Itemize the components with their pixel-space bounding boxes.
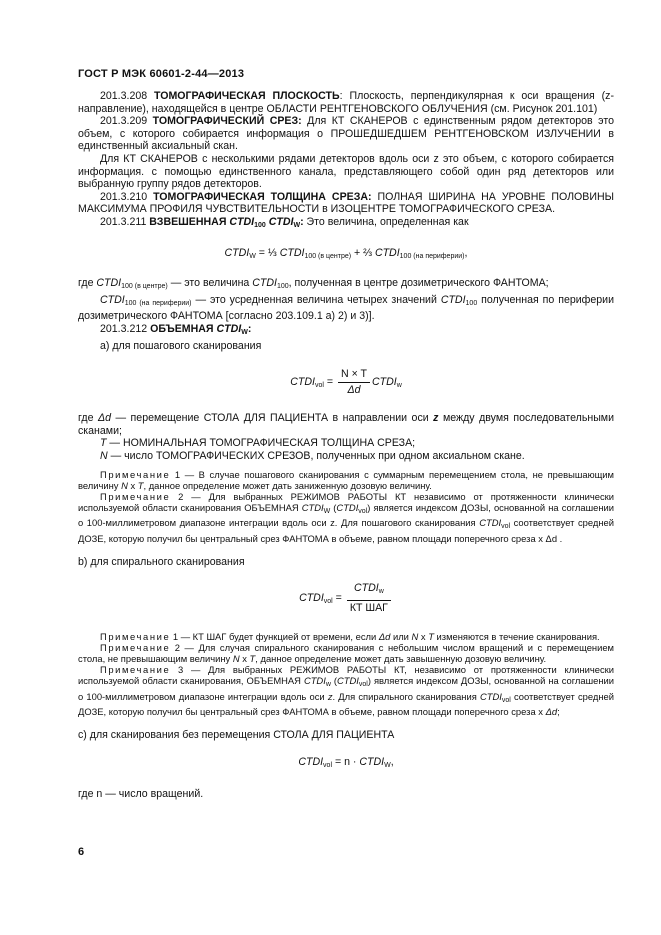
case-b-heading: b) для спирального сканирования: [78, 555, 245, 568]
where-t: T — НОМИНАЛЬНАЯ ТОМОГРАФИЧЕСКАЯ ТОЛЩИНА СРЕЗА;: [100, 437, 416, 450]
fraction: $\frac{N \times T}{\Delta d}$: [338, 368, 370, 396]
formula-ctdi-vol-axial: $CTDI_{vol}$ = $\frac{N \times T}{\Delta d}$ $CTDI_w$: [290, 368, 402, 396]
term: ТОМОГРАФИЧЕСКИЙ СРЕЗ:: [152, 115, 302, 128]
note-b2: Примечание 2 — Для случая спирального сканирования с небольшим числом вращений и с перемещением стола, не превышающим величину N х T, данное определение может дать завышенную дозовую величину.: [78, 641, 614, 665]
note-b1: Примечание 1 — КТ ШАГ будет функцией от времени, если Δd или N х T изменяются в течение сканирования.: [100, 630, 600, 642]
definition-201-3-209: 201.3.209 ТОМОГРАФИЧЕСКИЙ СРЕЗ: Для КТ СКАНЕРОВ с единственным рядом детекторов это объем, с которого собирается информация о ПРОШЕДШЕДШЕМ РЕНТГЕНОВСКОМ ИЗЛУЧЕНИИ в единственный аксиальный скан.: [78, 115, 614, 153]
where-ctdi-center: где $CTDI_{100 (в центре)}$ — это величина $CTDI_{100}$, полученная в центре дозиметрического ФАНТОМА;: [78, 277, 549, 291]
document-header: ГОСТ Р МЭК 60601-2-44—2013: [78, 68, 245, 80]
where-n-rotations: где n — число вращений.: [78, 788, 204, 801]
formula-ctdi-vol-helical: $CTDI_{vol}$ = $\frac{CTDI_w}{\text{КТ ШАГ}}$: [78, 582, 614, 614]
definition-201-3-212: 201.3.212 ОБЪЕМНАЯ $CTDI_W$:: [100, 322, 252, 336]
note-b3: Примечание 3 — Для выбранных РЕЖИМОВ РАБОТЫ КТ, независимо от протяженности клинически используемой области сканирования, ОБЪЕМНАЯ $CTDI_w$ $(CTDI_{vol})$ является индексом ДОЗЫ, основанной на соглашении о 100-миллиметровом диапазоне интеграции вдоль оси z. Для спирального сканирования $CTDI_{vol}$ соответствует средней ДОЗЕ, которую получил бы центральный срез ФАНТОМА в объеме, равном площади поперечного среза х Δd;: [78, 664, 614, 717]
document-body: [78, 90, 614, 801]
note-a1: Примечание 1 — В случае пошагового сканирования с суммарным перемещением стола, не превышающим величину N х T, данное определение может дать заниженную дозовую величину.: [78, 468, 614, 491]
where-delta-d: где Δd — перемещение СТОЛА ДЛЯ ПАЦИЕНТА в направлении оси z между двумя последовательными сканами;: [78, 412, 615, 437]
paragraph-multi-row: Для КТ СКАНЕРОВ с несколькими рядами детекторов вдоль оси z это объем, с которого собирается информация. с помощью единственного канала, представляющего собой один ряд детекторов или выбранную группу рядов детекторов.: [78, 152, 614, 191]
case-a-heading: а) для пошагового сканирования: [100, 339, 262, 352]
definition-201-3-210: 201.3.210 ТОМОГРАФИЧЕСКАЯ ТОЛЩИНА СРЕЗА: ПОЛНАЯ ШИРИНА НА УРОВНЕ ПОЛОВИНЫ МАКСИМУМА ПРОФИЛЯ ЧУВСТВИТЕЛЬНОСТИ в ИЗОЦЕНТРЕ ТОМОГРАФИЧЕСКОГО СРЕЗА.: [78, 190, 614, 216]
where-ctdi-periphery: $CTDI_{100 (на периферии)}$ — это усредненная величина четырех значений $CTDI_{100}$ полученная по периферии дозиметрического ФАНТОМА [согласно 203.109.1 а) 2) и 3)].: [78, 293, 614, 323]
definition-201-3-211: 201.3.211 ВЗВЕШЕННАЯ $CTDI_{100}$ $CTDI_W$: Это величина, определенная как: [100, 215, 469, 229]
term: ОБЪЕМНАЯ $CTDI_W$:: [150, 322, 252, 336]
term: ТОМОГРАФИЧЕСКАЯ ПЛОСКОСТЬ: [154, 90, 340, 102]
formula-ctdi-w: $CTDI_W$ = ⅓ $CTDI_{100 (в центре)}$ + ⅔ $CTDI_{100 (на периферии)}$,: [224, 246, 468, 260]
formula-ctdi-vol-stationary: $CTDI_{vol} = n$ · $CTDI_W$,: [298, 755, 394, 769]
where-n: N — число ТОМОГРАФИЧЕСКИХ СРЕЗОВ, полученных при одном аксиальном скане.: [100, 450, 525, 463]
term: ВЗВЕШЕННАЯ $CTDI_{100}$ $CTDI_W$:: [149, 215, 304, 229]
note-a2: Примечание 2 — Для выбранных РЕЖИМОВ РАБОТЫ КТ независимо от протяженности клинически используемой области сканирования ОБЪЕМНАЯ $CTDI_W$ $(CTDI_{vol})$ является индексом ДОЗЫ, основанной на соглашении о 100-миллиметровом диапазоне интеграции вдоль оси z. Для пошагового сканирования $CTDI_{vol}$ соответствует средней ДОЗЕ, которую получил бы центральный срез ФАНТОМА в объеме, равном площади поперечного среза х Δd .: [78, 491, 614, 544]
definition-201-3-208: 201.3.208 ТОМОГРАФИЧЕСКАЯ ПЛОСКОСТЬ: Плоскость, перпендикулярная к оси вращения (z-направление), находящейся в центре ОБЛАСТИ РЕНТГЕНОВСКОГО ОБЛУЧЕНИЯ (см. Рисунок 201.101): [78, 90, 615, 115]
term: ТОМОГРАФИЧЕСКАЯ ТОЛЩИНА СРЕЗА:: [153, 190, 372, 203]
fraction: $\frac{CTDI_w}{\text{КТ ШАГ}}$: [347, 582, 391, 614]
page-number: 6: [78, 846, 85, 858]
case-c-heading: с) для сканирования без перемещения СТОЛА ДЛЯ ПАЦИЕНТА: [78, 729, 395, 742]
